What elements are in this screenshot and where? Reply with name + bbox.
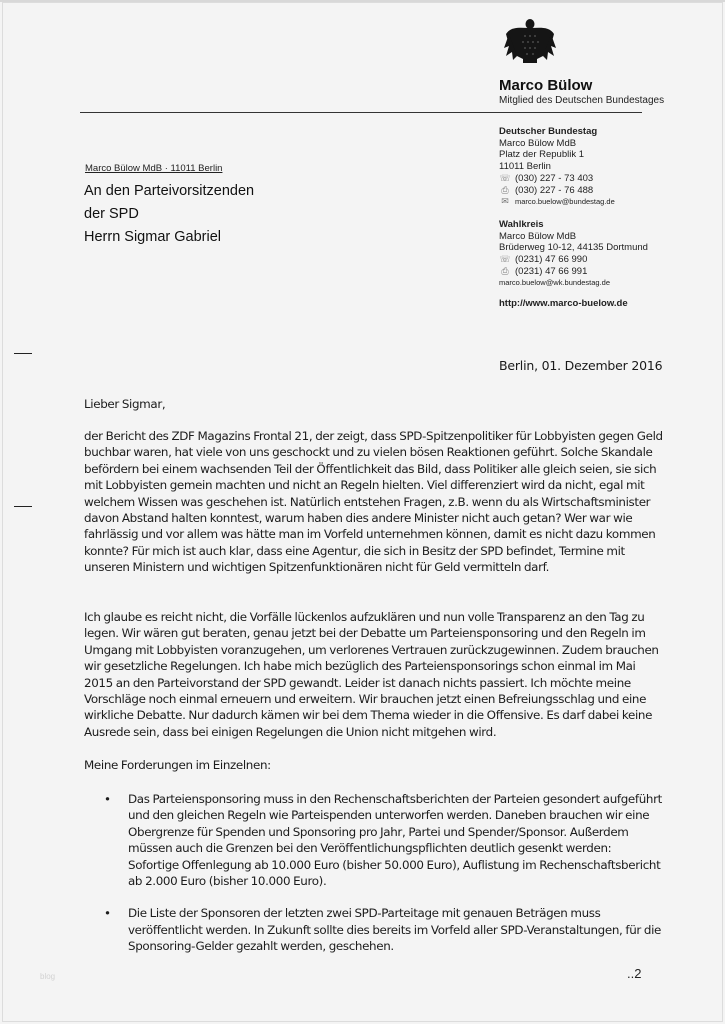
recipient-line: An den Parteivorsitzenden [84, 183, 255, 199]
recipient-line: der SPD [84, 206, 139, 222]
fold-mark [14, 506, 32, 507]
fold-mark [14, 353, 32, 354]
contact-sidebar [499, 126, 699, 310]
constituency-phone: (0231) 47 66 990 [515, 254, 588, 266]
constituency-fax-row [499, 266, 699, 278]
office-phone: (030) 227 - 73 403 [515, 172, 594, 184]
bullet-icon: • [104, 906, 111, 921]
list-item [104, 905, 664, 954]
office-email[interactable]: marco.buelow@bundestag.de [515, 197, 615, 207]
office-line: 11011 Berlin [499, 161, 551, 173]
fax-icon: ⎙ [501, 265, 509, 276]
phone-icon: ☏ [499, 172, 511, 183]
constituency-line: Brüderweg 10-12, 44135 Dortmund [499, 242, 648, 254]
office-heading: Deutscher Bundestag [499, 126, 598, 137]
bundestag-eagle-icon [503, 16, 557, 66]
fax-icon: ⎙ [501, 184, 509, 195]
constituency-line: Marco Bülow MdB [499, 230, 577, 242]
office-phone-row [499, 173, 699, 185]
salutation: Lieber Sigmar, [84, 397, 166, 411]
page-continuation: ..2 [627, 966, 642, 981]
list-item-text: Das Parteiensponsoring muss in den Rechenschaftsberichten der Parteien gesondert aufgeführt und den gleichen Regeln wie Parteispenden unterworfen werden. Daneben brauchen wir eine Obergrenze für Spenden und Sponsoring pro Jahr, Partei und Spender/Sponsor. Außerdem müssen auch die Grenzen bei den Veröffentlichungspflichten deutlich gesenkt werden: Sofortige Offenlegung ab 10.000 Euro (bisher 50.000 Euro), Auflistung im Rechenschaftsbericht ab 2.000 Euro (bisher 10.000 Euro). [128, 792, 662, 889]
office-line: Marco Bülow MdB [499, 137, 577, 149]
constituency-email-row [499, 277, 699, 289]
list-item [104, 791, 664, 889]
phone-icon: ☏ [499, 254, 511, 265]
body-paragraph: der Bericht des ZDF Magazins Frontal 21, der zeigt, dass SPD-Spitzenpolitiker für Lobbyisten gegen Geld buchbar waren, hat viele von uns geschockt und zu vielen bösen Reaktionen geführt. Solche Skandale befördern bei einem wachsenden Teil der Öffentlichkeit das Bild, dass Politiker alle gleich seien, sie sich mit Lobbyisten gemein machten und nicht an Regeln hielten. Viel differenziert wird da nicht, egal mit welchem Wissen was geschehen ist. Natürlich entstehen Fragen, z.B. wenn du als Wirtschaftsminister davon Abstand halten konntest, warum haben dies andere Minister nicht auch getan? Wer war wie fahrlässig und vor allem was hätte man im Vorfeld unternehmen können, damit es nicht dazu kommen konnte? Für mich ist auch klar, dass eine Agentur, die sich in Besitz der SPD befindet, Termine mit unseren Ministern und wichtigen Spitzenfunktionären nicht für Geld vermitteln darf. [84, 429, 663, 575]
page-top-edge [0, 0, 725, 2]
constituency-phone-row [499, 254, 699, 266]
header-divider [80, 112, 642, 113]
envelope-icon: ✉ [501, 196, 509, 207]
constituency-email[interactable]: marco.buelow@wk.bundestag.de [499, 278, 611, 288]
body-paragraph: Ich glaube es reicht nicht, die Vorfälle lückenlos aufzuklären und nun volle Transparenz an den Tag zu legen. Wir wären gut beraten, genau jetzt bei der Debatte um Parteiensponsoring und den Regeln im Umgang mit Lobbyisten voranzugehen, um verlorenes Vertrauen zurückzugewinnen. Zudem brauchen wir gesetzliche Regelungen. Ich habe mich bezüglich des Parteiensponsorings schon einmal im Mai 2015 an den Parteivorstand der SPD gewandt. Leider ist danach nichts passiert. Ich möchte meine Vorschläge noch einmal erneuern und erweitern. Wir brauchen jetzt einen Befreiungsschlag und eine wirkliche Debatte. Nur dadurch kämen wir bei dem Thema wieder in die Offensive. Es darf dabei keine Ausrede sein, dass bei einigen Regelungen die Union nicht mitgehen wird. [84, 610, 659, 739]
letter-date: Berlin, 01. Dezember 2016 [499, 358, 663, 373]
office-line: Platz der Republik 1 [499, 149, 585, 161]
list-item-text: Die Liste der Sponsoren der letzten zwei SPD-Parteitage mit genauen Beträgen muss veröffentlicht werden. In Zukunft sollte dies bereits im Vorfeld aller SPD-Veranstaltungen, für die Sponsoring-Gelder gezahlt werden, geschehen. [128, 906, 661, 954]
constituency-fax: (0231) 47 66 991 [515, 265, 588, 277]
recipient-line: Herrn Sigmar Gabriel [84, 229, 221, 245]
demands-list [104, 791, 664, 971]
office-email-row [499, 196, 699, 208]
member-subtitle: Mitglied des Deutschen Bundestages [499, 95, 665, 106]
body-paragraph: Meine Forderungen im Einzelnen: [84, 758, 271, 772]
office-fax: (030) 227 - 76 488 [515, 184, 594, 196]
constituency-heading: Wahlkreis [499, 218, 544, 230]
member-name: Marco Bülow [499, 77, 593, 94]
website-link[interactable]: http://www.marco-buelow.de [499, 298, 628, 310]
sender-return-address: Marco Bülow MdB · 11011 Berlin [85, 163, 223, 174]
bullet-icon: • [104, 792, 111, 806]
watermark: blog [40, 972, 56, 981]
recipient-address [84, 180, 254, 249]
office-fax-row [499, 185, 699, 197]
